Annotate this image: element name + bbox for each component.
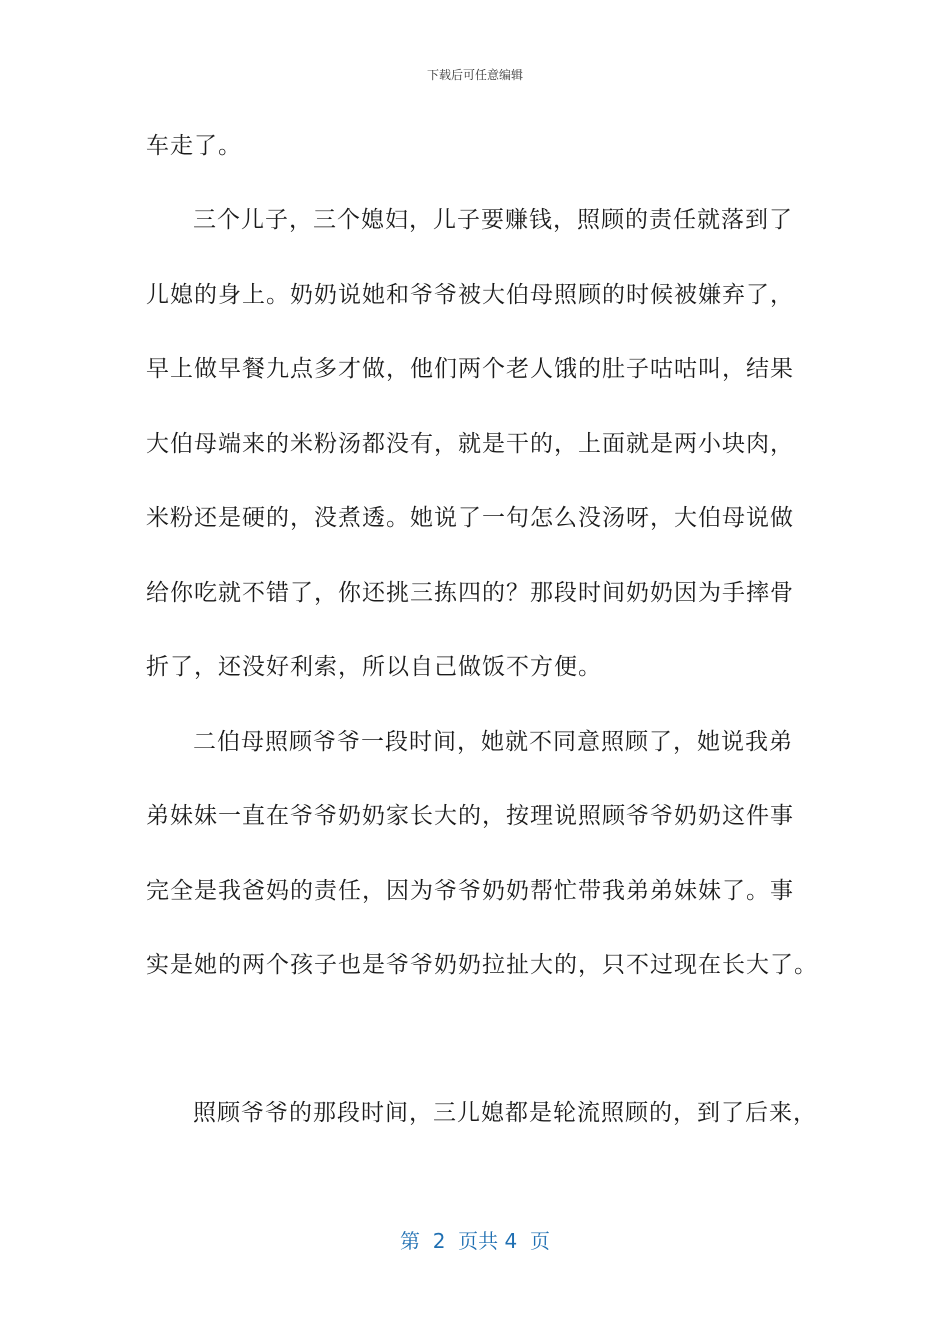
text-line: 折了，还没好利索，所以自己做饭不方便。 bbox=[146, 654, 602, 680]
text-line: 给你吃就不错了，你还挑三拣四的？那段时间奶奶因为手摔骨 bbox=[146, 580, 794, 606]
paragraph-start-line: 照顾爷爷的那段时间，三儿媳都是轮流照顾的，到了后来， bbox=[193, 1100, 817, 1126]
paragraph-start-line: 二伯母照顾爷爷一段时间，她就不同意照顾了，她说我弟 bbox=[193, 729, 793, 755]
text-line: 早上做早餐九点多才做，他们两个老人饿的肚子咕咕叫，结果 bbox=[146, 356, 794, 382]
page-header-note: 下载后可任意编辑 bbox=[426, 68, 523, 82]
text-line: 米粉还是硬的，没煮透。她说了一句怎么没汤呀，大伯母说做 bbox=[146, 505, 794, 531]
text-line: 车走了。 bbox=[146, 133, 242, 159]
paragraph-start-line: 三个儿子，三个媳妇，儿子要赚钱，照顾的责任就落到了 bbox=[193, 207, 793, 233]
text-line: 完全是我爸妈的责任，因为爷爷奶奶帮忙带我弟弟妹妹了。事 bbox=[146, 878, 794, 904]
text-line: 儿媳的身上。奶奶说她和爷爷被大伯母照顾的时候被嫌弃了， bbox=[146, 282, 794, 308]
text-line: 大伯母端来的米粉汤都没有，就是干的，上面就是两小块肉， bbox=[146, 431, 794, 457]
text-line: 弟妹妹一直在爷爷奶奶家长大的，按理说照顾爷爷奶奶这件事 bbox=[146, 803, 794, 829]
text-line: 实是她的两个孩子也是爷爷奶奶拉扯大的，只不过现在长大了。 bbox=[146, 952, 818, 978]
page-number: 第 2 页共 4 页 bbox=[400, 1229, 550, 1253]
